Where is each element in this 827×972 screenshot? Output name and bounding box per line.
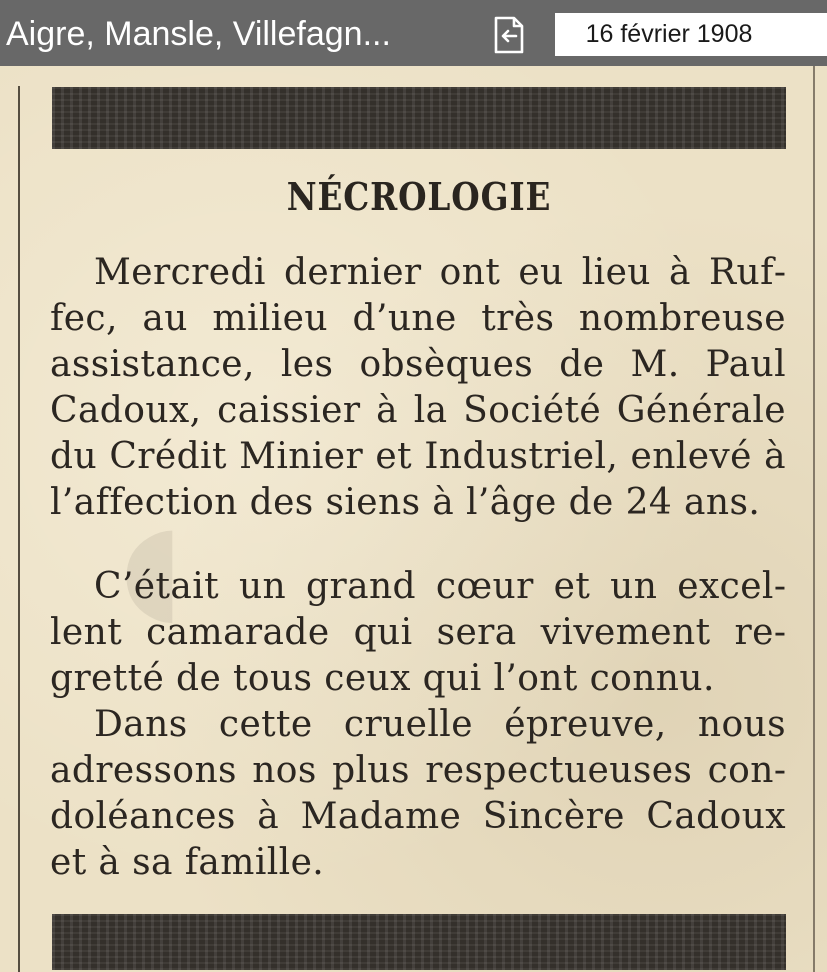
top-ornament-band [52,87,786,149]
share-page-icon-svg [488,14,530,56]
column-rule-right [813,66,815,972]
article-heading: NÉCROLOGIE [286,174,552,219]
issue-date[interactable]: 16 février 1908 [555,13,827,56]
article-paragraph: Dans cette cruelle épreuve, nous adressons nos plus respectueuses condoléances à Madame Sincère Cadoux et à sa famille. [50,704,786,883]
column-rule-left [18,86,20,972]
bottom-ornament-band [52,914,786,970]
article-paragraph: C’était un grand cœur et un excellent camarade qui sera vivement regretté de tous ceux qui l’ont connu. [50,566,786,699]
article-paragraph: Mercredi dernier ont eu lieu à Ruffec, au milieu d’une très nombreuse assistance, les obsèques de M. Paul Cadoux, caissier à la Société Générale du Crédit Minier et Industriel, enlevé à l’affection des siens à l’âge de 24 ans. [50,252,786,523]
bleed-through: ◖ [120,496,184,637]
share-page-icon[interactable] [488,14,530,56]
newspaper-clipping [0,66,827,972]
top-bar [0,0,827,66]
newspaper-title[interactable]: Aigre, Mansle, Villefagn... [6,15,391,53]
